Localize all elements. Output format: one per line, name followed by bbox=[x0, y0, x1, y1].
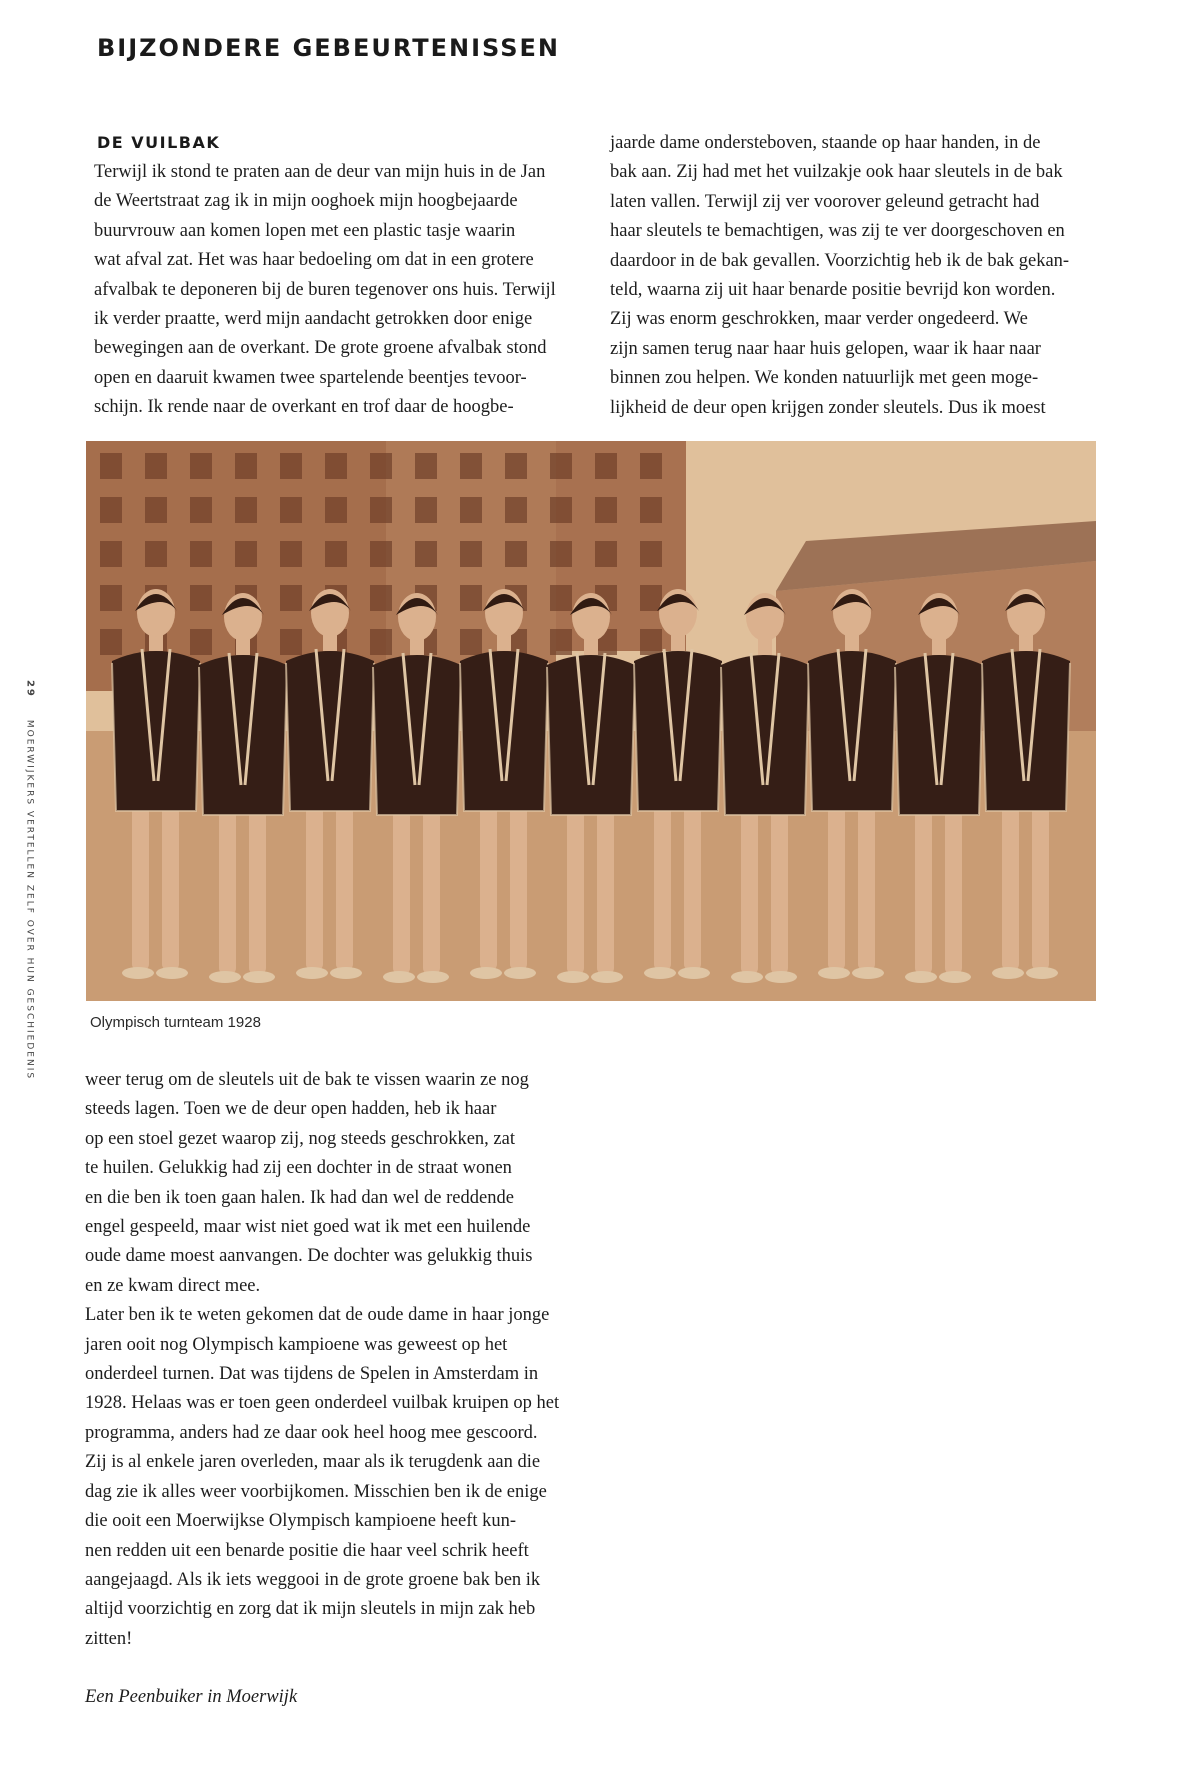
text-line: Later ben ik te weten gekomen dat de oude dame in haar jonge bbox=[85, 1305, 550, 1326]
article-signature: Een Peenbuiker in Moerwijk bbox=[85, 1687, 298, 1707]
section-title: BIJZONDERE GEBEURTENISSEN bbox=[97, 34, 561, 62]
text-line: en die ben ik toen gaan halen. Ik had dan wel de reddende bbox=[85, 1187, 514, 1208]
article-column-left-top bbox=[94, 158, 556, 423]
text-line: dag zie ik alles weer voorbijkomen. Misschien ben ik de enige bbox=[85, 1481, 547, 1502]
text-line: onderdeel turnen. Dat was tijdens de Spelen in Amsterdam in bbox=[85, 1364, 539, 1385]
text-line: zijn samen terug naar haar huis gelopen, waar ik haar naar bbox=[610, 338, 1041, 359]
text-line: bak aan. Zij had met het vuilzakje ook haar sleutels in de bak bbox=[610, 162, 1063, 183]
text-line: haar sleutels te bemachtigen, was zij te ver doorgeschoven en bbox=[610, 221, 1065, 242]
text-line: te huilen. Gelukkig had zij een dochter in de straat wonen bbox=[85, 1158, 512, 1179]
text-line: lijkheid de deur open krijgen zonder sleutels. Dus ik moest bbox=[610, 397, 1046, 418]
text-line: 1928. Helaas was er toen geen onderdeel vuilbak kruipen op het bbox=[85, 1393, 560, 1414]
article-column-right-top bbox=[610, 129, 1069, 423]
text-line: open en daaruit kwamen twee spartelende beentjes tevoor- bbox=[94, 367, 527, 388]
text-line: op een stoel gezet waarop zij, nog steeds geschrokken, zat bbox=[85, 1128, 515, 1149]
text-line: Terwijl ik stond te praten aan de deur van mijn huis in de Jan bbox=[94, 162, 546, 182]
text-line: engel gespeeld, maar wist niet goed wat ik met een huilende bbox=[85, 1217, 531, 1238]
text-line: afvalbak te deponeren bij de buren tegenover ons huis. Terwijl bbox=[94, 279, 556, 300]
text-line: teld, waarna zij uit haar benarde positie bevrijd kon worden. bbox=[610, 280, 1056, 301]
text-line: ik verder praatte, werd mijn aandacht getrokken door enige bbox=[94, 309, 533, 330]
running-title: MOERWIJKERS VERTELLEN ZELF OVER HUN GESCHIEDENIS bbox=[24, 719, 35, 1081]
page-number: 29 bbox=[24, 679, 36, 698]
text-line: laten vallen. Terwijl zij ver voorover geleund getracht had bbox=[610, 191, 1040, 212]
text-line: Zij was enorm geschrokken, maar verder ongedeerd. We bbox=[610, 309, 1028, 330]
article-column-bottom bbox=[85, 1066, 559, 1654]
text-line: jaren ooit nog Olympisch kampioene was geweest op het bbox=[85, 1334, 508, 1355]
text-line: de Weertstraat zag ik in mijn ooghoek mijn hoogbejaarde bbox=[94, 191, 518, 212]
text-line: wat afval zat. Het was haar bedoeling om dat in een grotere bbox=[94, 250, 534, 271]
text-line: jaarde dame ondersteboven, staande op haar handen, in de bbox=[610, 133, 1041, 153]
text-line: aangejaagd. Als ik iets weggooi in de grote groene bak ben ik bbox=[85, 1569, 541, 1590]
photo-tint bbox=[86, 441, 1096, 1001]
text-line: binnen zou helpen. We konden natuurlijk met geen moge- bbox=[610, 368, 1039, 389]
team-photo bbox=[86, 441, 1096, 1001]
text-line: schijn. Ik rende naar de overkant en trof daar de hoogbe- bbox=[94, 397, 514, 418]
text-line: die ooit een Moerwijkse Olympisch kampioene heeft kun- bbox=[85, 1511, 517, 1532]
photo-caption: Olympisch turnteam 1928 bbox=[90, 1014, 261, 1031]
text-line: oude dame moest aanvangen. De dochter was gelukkig thuis bbox=[85, 1246, 533, 1267]
text-line: steeds lagen. Toen we de deur open hadden, heb ik haar bbox=[85, 1099, 497, 1120]
text-line: altijd voorzichtig en zorg dat ik mijn sleutels in mijn zak heb bbox=[85, 1599, 536, 1620]
text-line: en ze kwam direct mee. bbox=[85, 1275, 261, 1296]
text-line: buurvrouw aan komen lopen met een plastic tasje waarin bbox=[94, 220, 516, 241]
text-line: daardoor in de bak gevallen. Voorzichtig heb ik de bak gekan- bbox=[610, 250, 1070, 271]
text-line: programma, anders had ze daar ook heel hoog mee gescoord. bbox=[85, 1422, 538, 1443]
text-line: bewegingen aan de overkant. De grote groene afvalbak stond bbox=[94, 338, 547, 359]
text-line: zitten! bbox=[85, 1628, 133, 1649]
text-line: nen redden uit een benarde positie die haar veel schrik heeft bbox=[85, 1540, 529, 1561]
text-line: weer terug om de sleutels uit de bak te vissen waarin ze nog bbox=[85, 1070, 529, 1090]
text-line: Zij is al enkele jaren overleden, maar als ik terugdenk aan die bbox=[85, 1452, 541, 1473]
article-heading: DE VUILBAK bbox=[97, 133, 221, 152]
